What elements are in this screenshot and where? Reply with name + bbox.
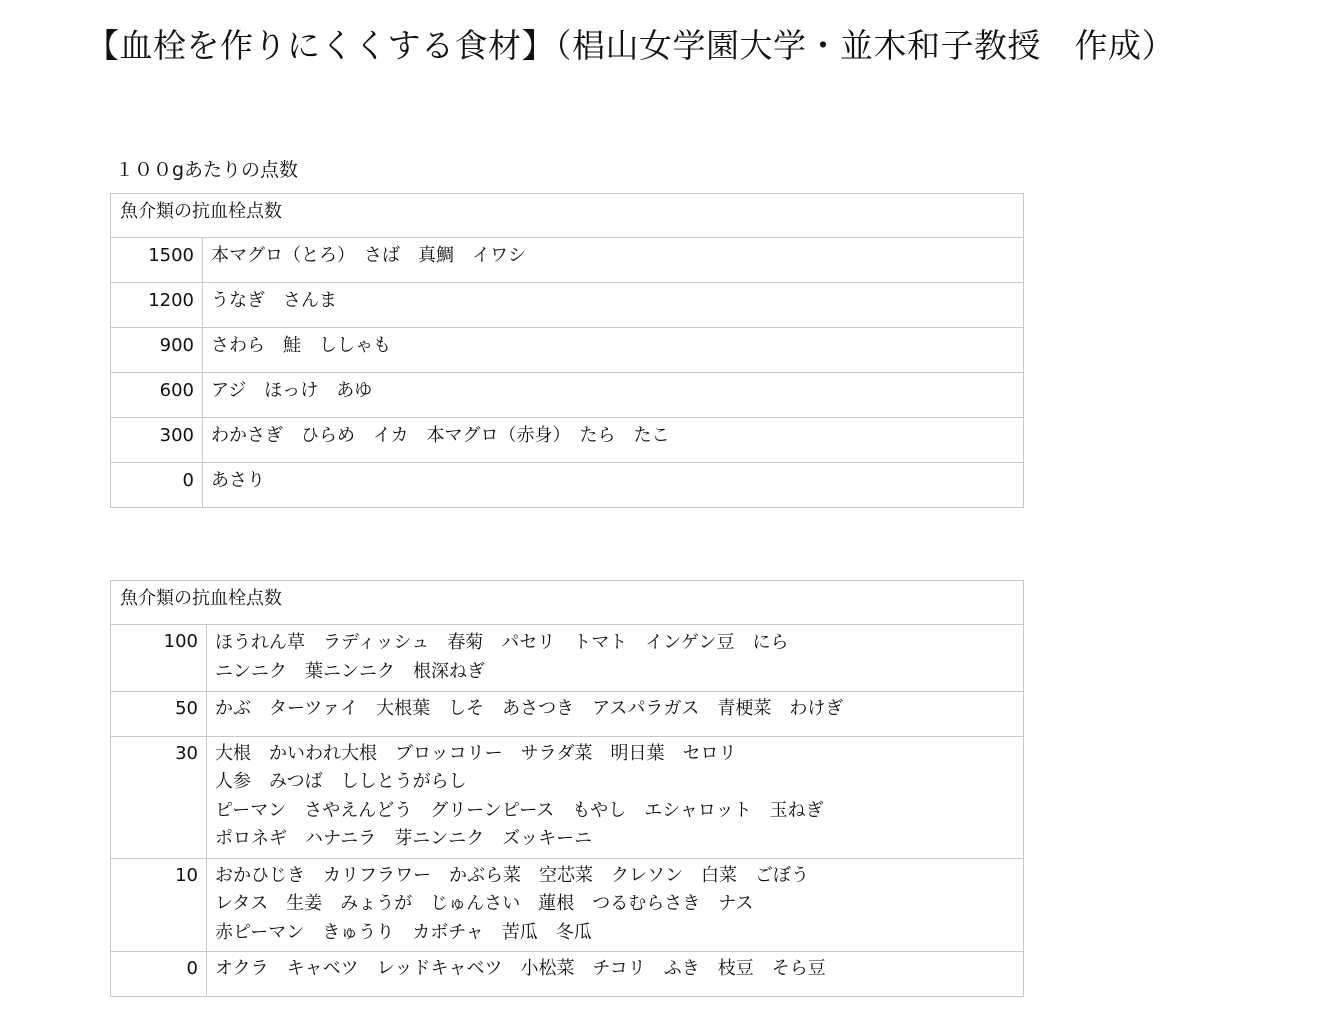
foods-line: レタス 生姜 みょうが じゅんさい 蓮根 つるむらさき ナス: [215, 893, 754, 914]
foods-cell: [207, 625, 1024, 692]
foods-line: かぶ ターツァイ 大根葉 しそ あさつき アスパラガス 青梗菜 わけぎ: [215, 697, 844, 719]
score-cell: 100: [111, 625, 207, 692]
table-row: [111, 691, 1024, 736]
foods-cell: [203, 328, 1024, 373]
foods-line: 大根 かいわれ大根 ブロッコリー サラダ菜 明日葉 セロリ: [215, 742, 737, 764]
table-row: [111, 418, 1024, 463]
score-cell: 900: [111, 328, 203, 373]
foods-line: うなぎ さんま: [211, 290, 337, 311]
table-row: [111, 858, 1024, 952]
foods-line: ピーマン さやえんどう グリーンピース もやし エシャロット 玉ねぎ: [215, 799, 824, 821]
table-row: [111, 238, 1024, 283]
foods-line: オクラ キャベツ レッドキャベツ 小松菜 チコリ ふき 枝豆 そら豆: [215, 958, 826, 979]
foods-cell: [203, 238, 1024, 283]
per-100g-label: １００gあたりの点数: [115, 159, 299, 181]
score-cell: 300: [111, 418, 203, 463]
foods-cell: [203, 283, 1024, 328]
foods-line: ポロネギ ハナニラ 芽ニンニク ズッキーニ: [215, 828, 593, 849]
foods-cell: [203, 373, 1024, 418]
foods-cell: [207, 952, 1024, 997]
table-row: [111, 373, 1024, 418]
score-cell: 0: [111, 463, 203, 508]
foods-cell: [203, 418, 1024, 463]
table-row: [111, 328, 1024, 373]
table-row: [111, 283, 1024, 328]
foods-line: 人参 みつば ししとうがらし: [215, 771, 467, 792]
foods-cell: [207, 691, 1024, 736]
table-header: 魚介類の抗血栓点数: [111, 581, 1024, 625]
page-title: 【血栓を作りにくくする食材】（椙山女学園大学・並木和子教授 作成）: [86, 26, 1175, 65]
score-cell: 30: [111, 736, 207, 858]
foods-cell: [207, 736, 1024, 858]
score-cell: 1200: [111, 283, 203, 328]
foods-line: アジ ほっけ あゆ: [211, 380, 373, 401]
table-row: [111, 736, 1024, 858]
foods-line: わかさぎ ひらめ イカ 本マグロ（赤身） たら たこ: [211, 425, 670, 446]
foods-cell: [207, 858, 1024, 952]
vegetable-score-table: [110, 580, 1024, 997]
table-header-row: [111, 194, 1024, 238]
score-cell: 1500: [111, 238, 203, 283]
score-cell: 10: [111, 858, 207, 952]
table-row: [111, 952, 1024, 997]
score-cell: 0: [111, 952, 207, 997]
table-row: [111, 463, 1024, 508]
foods-line: おかひじき カリフラワー かぶら菜 空芯菜 クレソン 白菜 ごぼう: [215, 864, 809, 886]
foods-line: あさり: [211, 470, 265, 491]
foods-line: 赤ピーマン きゅうり カボチャ 苦瓜 冬瓜: [215, 921, 592, 943]
table-header-row: [111, 581, 1024, 625]
foods-line: さわら 鮭 ししゃも: [211, 335, 391, 356]
fish-score-table: [110, 193, 1024, 508]
score-cell: 50: [111, 691, 207, 736]
foods-line: 本マグロ（とろ） さば 真鯛 イワシ: [211, 245, 526, 266]
foods-line: ほうれん草 ラディッシュ 春菊 パセリ トマト インゲン豆 にら: [215, 632, 789, 653]
table-row: [111, 625, 1024, 692]
foods-cell: [203, 463, 1024, 508]
score-cell: 600: [111, 373, 203, 418]
foods-line: ニンニク 葉ニンニク 根深ねぎ: [215, 661, 485, 682]
table-header: 魚介類の抗血栓点数: [111, 194, 1024, 238]
